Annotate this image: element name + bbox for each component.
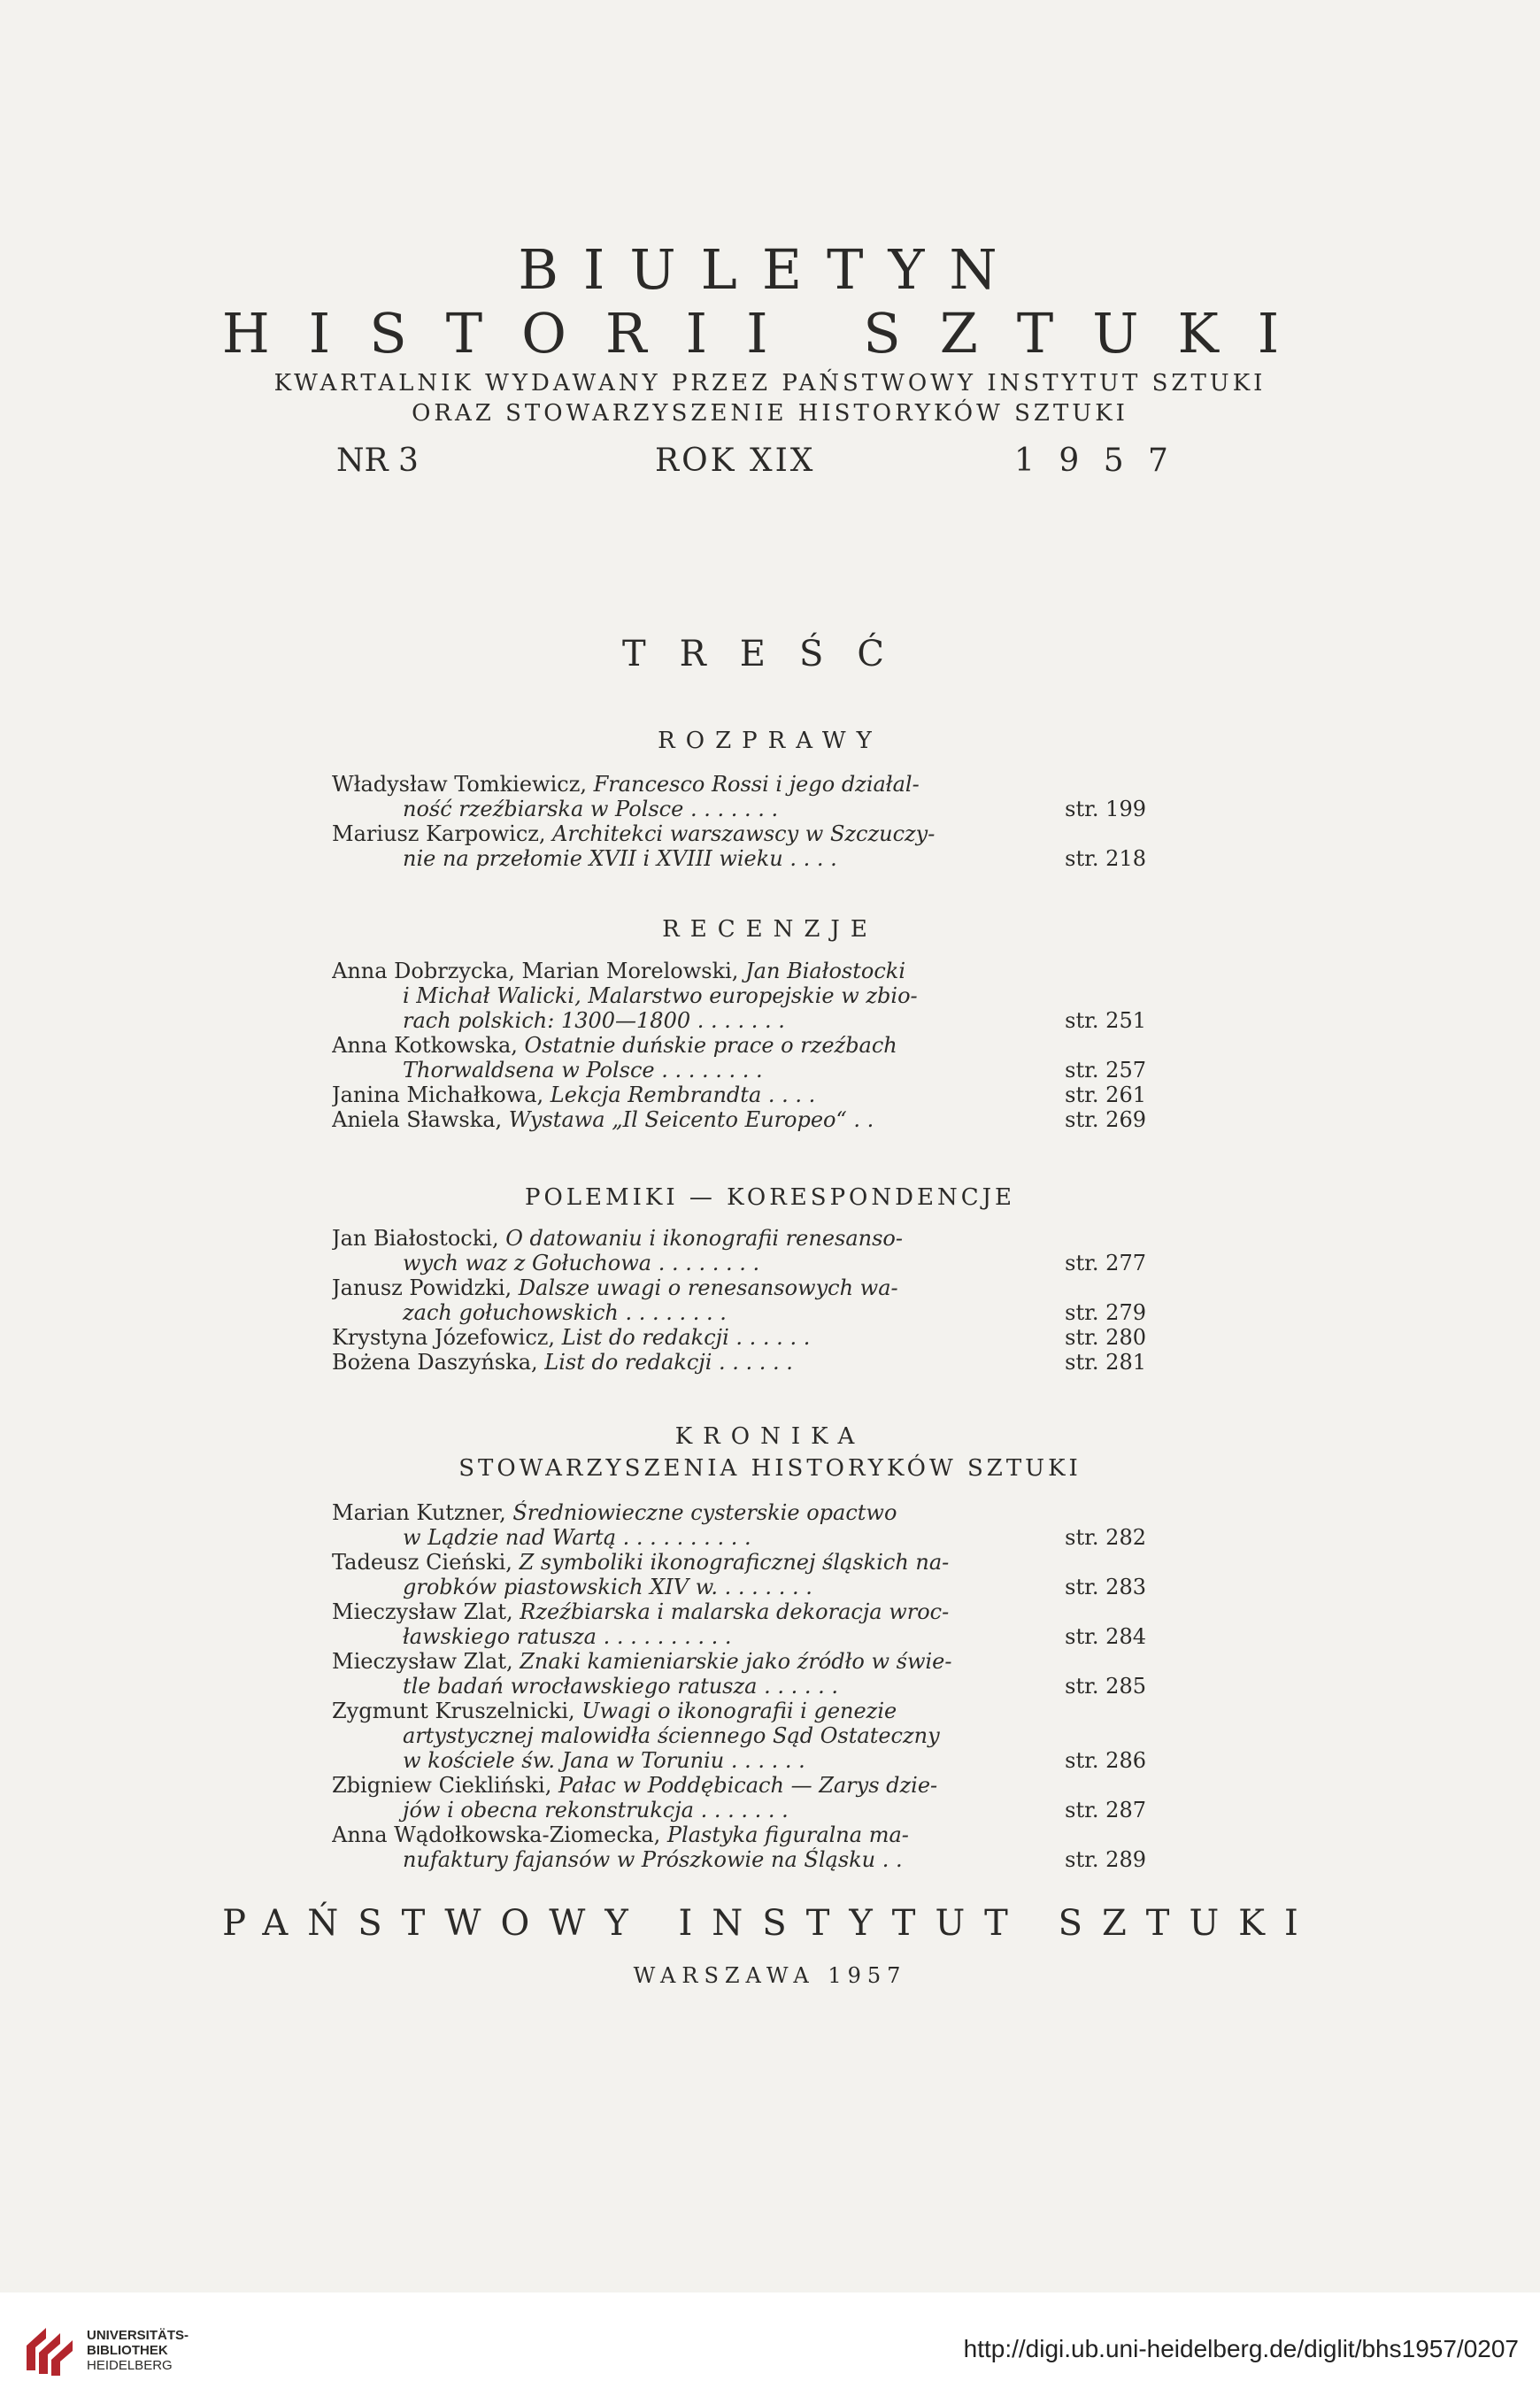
toc-author: Mariusz Karpowicz, bbox=[332, 821, 553, 846]
toc-title: tle badań wrocławskiego ratusza . . . . . . bbox=[403, 1674, 838, 1699]
toc-author: Anna Kotkowska, bbox=[332, 1033, 525, 1058]
toc-page-number: str. 279 bbox=[1065, 1300, 1146, 1325]
issue-number: NR 3 bbox=[336, 443, 419, 479]
toc-author: Bożena Daszyńska, bbox=[332, 1350, 545, 1375]
issue-year: 1 9 5 7 bbox=[1014, 443, 1175, 479]
toc-title: Rzeźbiarska i malarska dekoracja wroc- bbox=[520, 1599, 950, 1624]
toc-entry-line bbox=[332, 1500, 1146, 1525]
contents-heading: TREŚĆ bbox=[621, 634, 918, 674]
toc-page-number: str. 282 bbox=[1065, 1525, 1146, 1550]
library-name: UNIVERSITÄTS- BIBLIOTHEK HEIDELBERG bbox=[87, 2328, 189, 2373]
toc-entry-line bbox=[332, 1674, 1146, 1699]
toc-entry-line bbox=[332, 983, 1146, 1008]
toc-title: rach polskich: 1300—1800 . . . . . . . bbox=[403, 1008, 785, 1033]
toc-author: Krystyna Józefowicz, bbox=[332, 1325, 562, 1350]
toc-entry-line bbox=[332, 1350, 1146, 1375]
toc-entry-line bbox=[332, 1822, 1146, 1847]
source-url-link[interactable]: http://digi.ub.uni-heidelberg.de/diglit/bhs1957/0207 bbox=[963, 2335, 1519, 2362]
toc-entry-line bbox=[332, 772, 1146, 797]
toc-page-number: str. 269 bbox=[1065, 1107, 1146, 1132]
toc-author: Janusz Powidzki, bbox=[332, 1275, 519, 1300]
journal-subtitle-line1: KWARTALNIK WYDAWANY PRZEZ PAŃSTWOWY INSTYTUT SZTUKI bbox=[273, 370, 1267, 397]
toc-title: nie na przełomie XVII i XVIII wieku . . . . bbox=[403, 846, 837, 871]
toc-title: artystycznej malowidła ściennego Sąd Ostateczny bbox=[403, 1723, 940, 1748]
toc-entry-line bbox=[332, 1748, 1146, 1773]
toc-author: Tadeusz Cieński, bbox=[332, 1550, 520, 1575]
toc-author: Marian Kutzner, bbox=[332, 1500, 513, 1525]
toc-author: Władysław Tomkiewicz, bbox=[332, 772, 594, 797]
toc-page-number: str. 283 bbox=[1065, 1575, 1146, 1599]
toc-title: i Michał Walicki, Malarstwo europejskie w zbio- bbox=[403, 983, 918, 1008]
toc-title: Wystawa „Il Seicento Europeo“ . . bbox=[508, 1107, 874, 1132]
toc-entry-line bbox=[332, 1699, 1146, 1723]
toc-title: Architekci warszawscy w Szczuczy- bbox=[552, 821, 936, 846]
toc-title: List do redakcji . . . . . . bbox=[544, 1350, 793, 1375]
toc-title: Średniowieczne cysterskie opactwo bbox=[512, 1500, 897, 1525]
toc-entry-line bbox=[332, 1773, 1146, 1798]
toc-entry-line bbox=[332, 846, 1146, 871]
toc-entry-line bbox=[332, 1058, 1146, 1083]
section-heading: RECENZJE bbox=[662, 916, 878, 943]
toc-page-number: str. 287 bbox=[1065, 1798, 1146, 1822]
toc-entry-line bbox=[332, 1723, 1146, 1748]
toc-author: Anna Wądołkowska-Ziomecka, bbox=[332, 1822, 667, 1847]
toc-entry-line bbox=[332, 1033, 1146, 1058]
toc-title: jów i obecna rekonstrukcja . . . . . . . bbox=[403, 1798, 789, 1822]
toc-page-number: str. 199 bbox=[1065, 797, 1146, 821]
toc-page-number: str. 251 bbox=[1065, 1008, 1146, 1033]
toc-page-number: str. 286 bbox=[1065, 1748, 1146, 1773]
toc-entry-line bbox=[332, 1325, 1146, 1350]
toc-title: wych waz z Gołuchowa . . . . . . . . bbox=[403, 1251, 760, 1275]
toc-entry-line bbox=[332, 1599, 1146, 1624]
section-heading: POLEMIKI — KORESPONDENCJE bbox=[524, 1184, 1015, 1211]
toc-title: Dalsze uwagi o renesansowych wa- bbox=[518, 1275, 898, 1300]
toc-entry-line bbox=[332, 1083, 1146, 1107]
toc-author: Aniela Sławska, bbox=[332, 1107, 509, 1132]
toc-title: ność rzeźbiarska w Polsce . . . . . . . bbox=[403, 797, 779, 821]
toc-author: Zbigniew Ciekliński, bbox=[332, 1773, 558, 1798]
journal-subtitle-line2: ORAZ STOWARZYSZENIE HISTORYKÓW SZTUKI bbox=[412, 400, 1128, 427]
toc-title: Uwagi o ikonografii i genezie bbox=[581, 1699, 897, 1723]
toc-author: Janina Michałkowa, bbox=[332, 1083, 551, 1107]
issue-volume: ROK XIX bbox=[655, 443, 816, 479]
toc-page-number: str. 261 bbox=[1065, 1083, 1146, 1107]
toc-title: List do redakcji . . . . . . bbox=[561, 1325, 811, 1350]
toc-entry-line bbox=[332, 1251, 1146, 1275]
toc-entry-line bbox=[332, 1649, 1146, 1674]
toc-title: ławskiego ratusza . . . . . . . . . . bbox=[403, 1624, 732, 1649]
toc-title: Lekcja Rembrandta . . . . bbox=[550, 1083, 816, 1107]
toc-title: Jan Białostocki bbox=[745, 959, 905, 983]
toc-title: Ostatnie duńskie prace o rzeźbach bbox=[524, 1033, 897, 1058]
section-subheading: STOWARZYSZENIA HISTORYKÓW SZTUKI bbox=[458, 1455, 1082, 1482]
toc-title: w Lądzie nad Wartą . . . . . . . . . . bbox=[403, 1525, 751, 1550]
toc-page-number: str. 280 bbox=[1065, 1325, 1146, 1350]
toc-entry-line bbox=[332, 1575, 1146, 1599]
section-heading: KRONIKA bbox=[674, 1423, 866, 1450]
toc-author: Anna Dobrzycka, Marian Morelowski, bbox=[332, 959, 746, 983]
toc-entry-line bbox=[332, 1226, 1146, 1251]
digital-library-footer bbox=[0, 2292, 1540, 2404]
toc-author: Jan Białostocki, bbox=[332, 1226, 506, 1251]
journal-title-line1: BIULETYN bbox=[518, 237, 1022, 302]
toc-title: Znaki kamieniarskie jako źródło w świe- bbox=[520, 1649, 952, 1674]
toc-page-number: str. 289 bbox=[1065, 1847, 1146, 1872]
toc-author: Mieczysław Zlat, bbox=[332, 1649, 520, 1674]
toc-page-number: str. 285 bbox=[1065, 1674, 1146, 1699]
toc-author: Zygmunt Kruszelnicki, bbox=[332, 1699, 582, 1723]
toc-title: Thorwaldsena w Polsce . . . . . . . . bbox=[403, 1058, 763, 1083]
toc-author: Mieczysław Zlat, bbox=[332, 1599, 520, 1624]
toc-page-number: str. 218 bbox=[1065, 846, 1146, 871]
toc-page-number: str. 277 bbox=[1065, 1251, 1146, 1275]
toc-entry-line bbox=[332, 1847, 1146, 1872]
toc-title: Plastyka figuralna ma- bbox=[666, 1822, 909, 1847]
toc-title: Pałac w Poddębicach — Zarys dzie- bbox=[558, 1773, 938, 1798]
toc-title: grobków piastowskich XIV w. . . . . . . . bbox=[403, 1575, 812, 1599]
section-heading: ROZPRAWY bbox=[658, 728, 882, 754]
toc-entry-line bbox=[332, 1107, 1146, 1132]
toc-entry-line bbox=[332, 1275, 1146, 1300]
toc-entry-line bbox=[332, 959, 1146, 983]
toc-page-number: str. 281 bbox=[1065, 1350, 1146, 1375]
toc-entry-line bbox=[332, 797, 1146, 821]
toc-title: O datowaniu i ikonografii renesanso- bbox=[505, 1226, 903, 1251]
toc-entry-line bbox=[332, 821, 1146, 846]
toc-entry-line bbox=[332, 1624, 1146, 1649]
toc-title: nufaktury fajansów w Prószkowie na Śląsku . . bbox=[403, 1847, 903, 1872]
toc-entry-line bbox=[332, 1798, 1146, 1822]
toc-entry-line bbox=[332, 1008, 1146, 1033]
publication-place-year: WARSZAWA 1957 bbox=[633, 1963, 907, 1988]
toc-page-number: str. 284 bbox=[1065, 1624, 1146, 1649]
toc-entry-line bbox=[332, 1300, 1146, 1325]
toc-title: w kościele św. Jana w Toruniu . . . . . . bbox=[403, 1748, 805, 1773]
ub-heidelberg-logo-icon bbox=[19, 2319, 81, 2381]
toc-page-number: str. 257 bbox=[1065, 1058, 1146, 1083]
publisher-name: PAŃSTWOWY INSTYTUT SZTUKI bbox=[222, 1903, 1318, 1944]
toc-entry-line bbox=[332, 1550, 1146, 1575]
toc-title: Francesco Rossi i jego działal- bbox=[593, 772, 920, 797]
toc-entry-line bbox=[332, 1525, 1146, 1550]
toc-title: Z symboliki ikonograficznej śląskich na- bbox=[519, 1550, 950, 1575]
toc-title: zach gołuchowskich . . . . . . . . bbox=[403, 1300, 727, 1325]
journal-title-line2: HISTORII SZTUKI bbox=[221, 301, 1319, 366]
